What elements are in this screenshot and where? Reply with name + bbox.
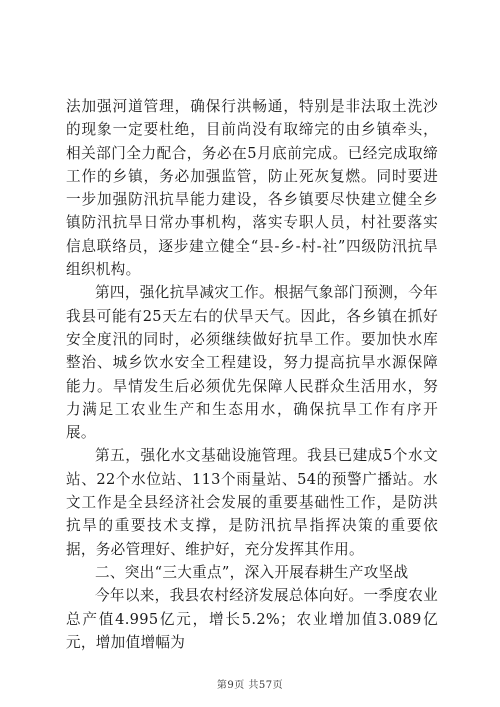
page-number-footer: 第9页 共57页 — [216, 680, 284, 691]
paragraph-hydrology-facilities: 第五，强化水文基础设施管理。我县已建成5个水文站、22个水位站、113个雨量站、54的预警广播站。水文工作是全县经济社会发展的重要基础性工作，是防洪抗旱的重要技术支撑，是防汛抗旱指挥决策的重要依据，务必管理好、维护好，充分发挥其作用。 — [66, 447, 438, 558]
paragraph-drought-relief: 第四，强化抗旱减灾工作。根据气象部门预测，今年我县可能有25天左右的伏旱天气。因此，各乡镇在抓好安全度汛的同时，必须继续做好抗旱工作。要加快水库整治、城乡饮水安全工程建设，努力提高抗旱水源保障能力。旱情发生后必须优先保障人民群众生活用水，努力满足工农业生产和生态用水，确保抗旱工作有序开展。 — [66, 284, 438, 442]
paragraph-flood-management: 法加强河道管理，确保行洪畅通，特别是非法取土洗沙的现象一定要杜绝，目前尚没有取缔完的由乡镇牵头，相关部门全力配合，务必在5月底前完成。已经完成取缔工作的乡镇，务必加强监管，防止死灰复燃。同时要进一步加强防汛抗旱能力建设，各乡镇要尽快建立健全乡镇防汛抗旱日常办事机构，落实专职人员，村社要落实信息联络员，逐步建立健全“县-乡-村-社”四级防汛抗旱组织机构。 — [66, 98, 438, 279]
paragraph-rural-economy: 今年以来，我县农村经济发展总体向好。一季度农业总产值4.995亿元，增长5.2%；农业增加值3.089亿元，增加值增幅为 — [66, 587, 438, 651]
section-heading-spring-farming: 二、突出“三大重点”，深入开展春耕生产攻坚战 — [95, 563, 409, 581]
document-body — [66, 95, 438, 654]
